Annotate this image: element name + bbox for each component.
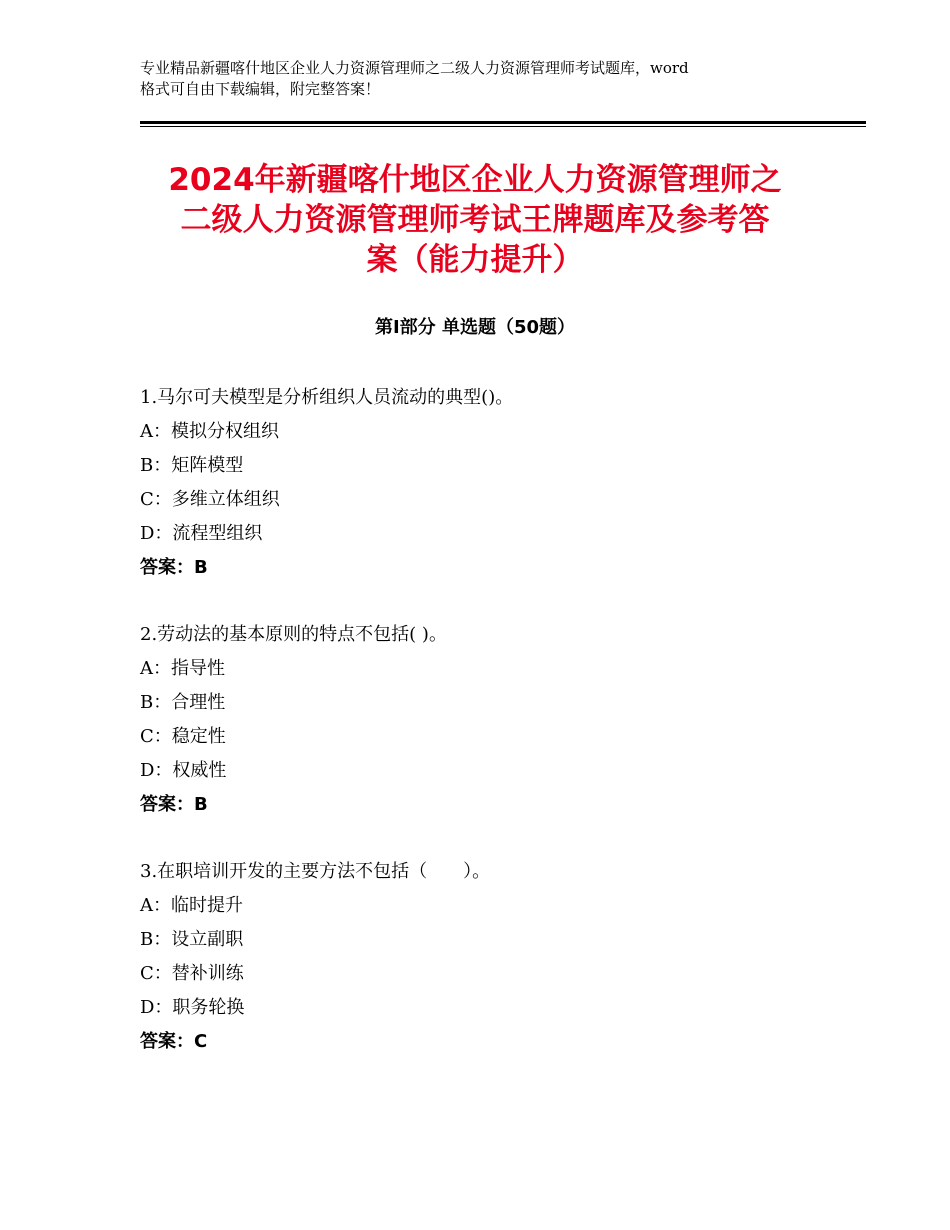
question-stem: 2.劳动法的基本原则的特点不包括( )。 (140, 624, 447, 645)
option-a: A：模拟分权组织 (140, 421, 279, 442)
question-stem: 3.在职培训开发的主要方法不包括（ ）。 (140, 861, 491, 882)
document-title-line-1: 2024年新疆喀什地区企业人力资源管理师之 (168, 162, 782, 198)
option-a: A：临时提升 (140, 895, 243, 916)
document-title-line-2: 二级人力资源管理师考试王牌题库及参考答 (180, 202, 770, 238)
option-b: B：设立副职 (140, 929, 244, 950)
answer: 答案：B (140, 557, 208, 578)
question-1 (140, 381, 840, 585)
option-d: D：流程型组织 (140, 523, 263, 544)
answer: 答案：C (140, 1031, 208, 1052)
option-b: B：合理性 (140, 692, 226, 713)
header-note-line-2: 格式可自由下载编辑，附完整答案！ (140, 80, 381, 98)
question-2 (140, 618, 840, 822)
option-d: D：权威性 (140, 760, 227, 781)
document-title (130, 160, 820, 280)
option-b: B：矩阵模型 (140, 455, 244, 476)
option-c: C：多维立体组织 (140, 489, 280, 510)
document-title-line-3: 案（能力提升） (366, 242, 584, 278)
header-note-line-1: 专业精品新疆喀什地区企业人力资源管理师之二级人力资源管理师考试题库，word (140, 59, 689, 77)
header-divider-thick (140, 121, 866, 124)
question-list (140, 381, 840, 1092)
header-divider-thin (140, 126, 866, 127)
option-c: C：稳定性 (140, 726, 226, 747)
question-stem: 1.马尔可夫模型是分析组织人员流动的典型()。 (140, 387, 514, 408)
option-c: C：替补训练 (140, 963, 244, 984)
question-3 (140, 855, 840, 1059)
header-note (140, 58, 820, 100)
section-heading: 第Ⅰ部分 单选题（50题） (374, 317, 575, 338)
option-a: A：指导性 (140, 658, 225, 679)
answer: 答案：B (140, 794, 208, 815)
option-d: D：职务轮换 (140, 997, 245, 1018)
